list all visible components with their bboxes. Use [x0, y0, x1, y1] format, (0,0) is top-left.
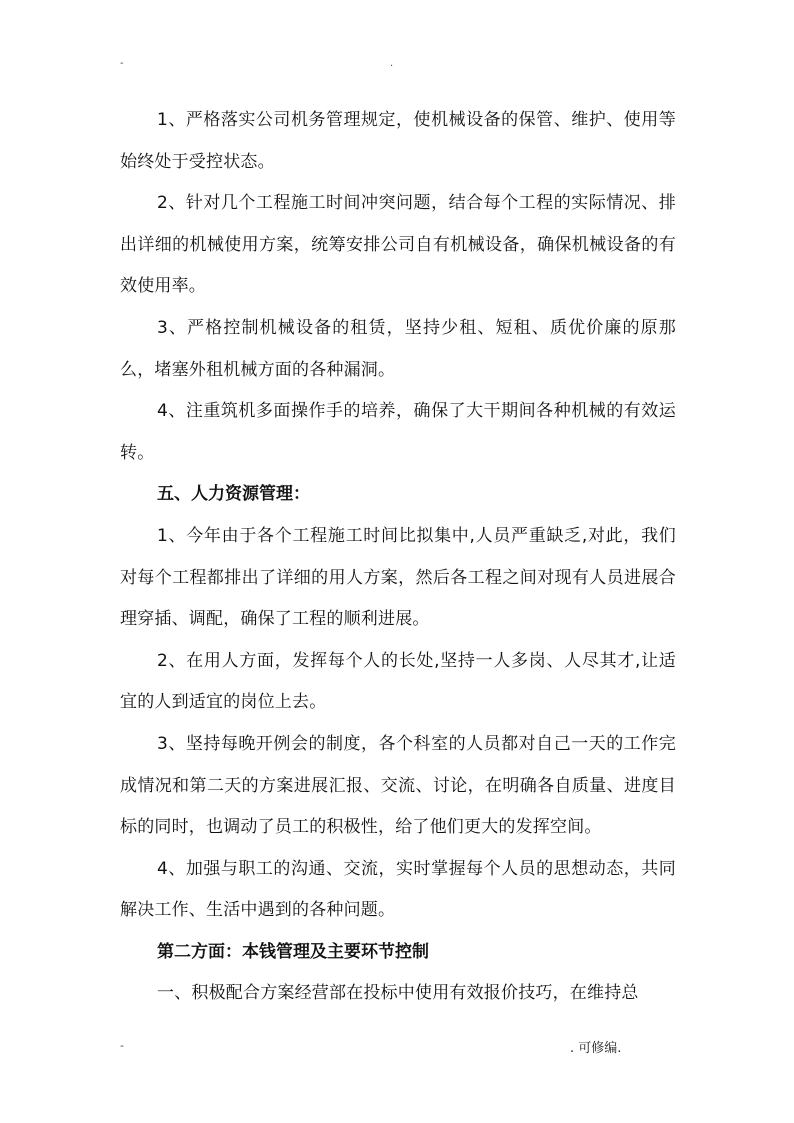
paragraph-4: 4、注重筑机多面操作手的培养，确保了大干期间各种机械的有效运转。: [120, 401, 676, 463]
header-left-mark: -: [120, 58, 124, 69]
paragraph-1: 1、严格落实公司机务管理规定，使机械设备的保管、维护、使用等始终处于受控状态。: [120, 110, 676, 172]
paragraph-hr-3: 3、坚持每晚开例会的制度，各个科室的人员都对自己一天的工作完成情况和第二天的方案进展汇报、交流、讨论，在明确各自质量、进度目标的同时，也调动了员工的积极性，给了他们更大的发挥空间。: [120, 733, 676, 838]
paragraph-hr-1: 1、今年由于各个工程施工时间比拟集中,人员严重缺乏,对此，我们对每个工程都排出了详细的用人方案，然后各工程之间对现有人员进展合理穿插、调配，确保了工程的顺利进展。: [120, 525, 676, 630]
footer-left-mark: -: [120, 1039, 124, 1052]
paragraph-3: 3、严格控制机械设备的租赁，坚持少租、短租、质优价廉的原那么，堵塞外租机械方面的各种漏洞。: [120, 317, 676, 380]
footer-editable-note: . 可修编.: [570, 1041, 622, 1056]
header-center-mark: .: [390, 58, 394, 69]
paragraph-cost-1: 一、积极配合方案经营部在投标中使用有效报价技巧，在维持总: [157, 983, 639, 1004]
paragraph-hr-2: 2、在用人方面，发挥每个人的长处,坚持一人多岗、人尽其才,让适宜的人到适宜的岗位上去。: [120, 650, 676, 713]
section-heading-hr: 五、人力资源管理：: [157, 484, 310, 505]
section-heading-cost: 第二方面：本钱管理及主要环节控制: [157, 941, 429, 962]
paragraph-2: 2、针对几个工程施工时间冲突问题，结合每个工程的实际情况、排出详细的机械使用方案，统筹安排公司自有机械设备，确保机械设备的有效使用率。: [120, 193, 676, 297]
document-body: [120, 100, 676, 1015]
paragraph-hr-4: 4、加强与职工的沟通、交流，实时掌握每个人员的思想动态，共同解决工作、生活中遇到的各种问题。: [120, 858, 676, 921]
